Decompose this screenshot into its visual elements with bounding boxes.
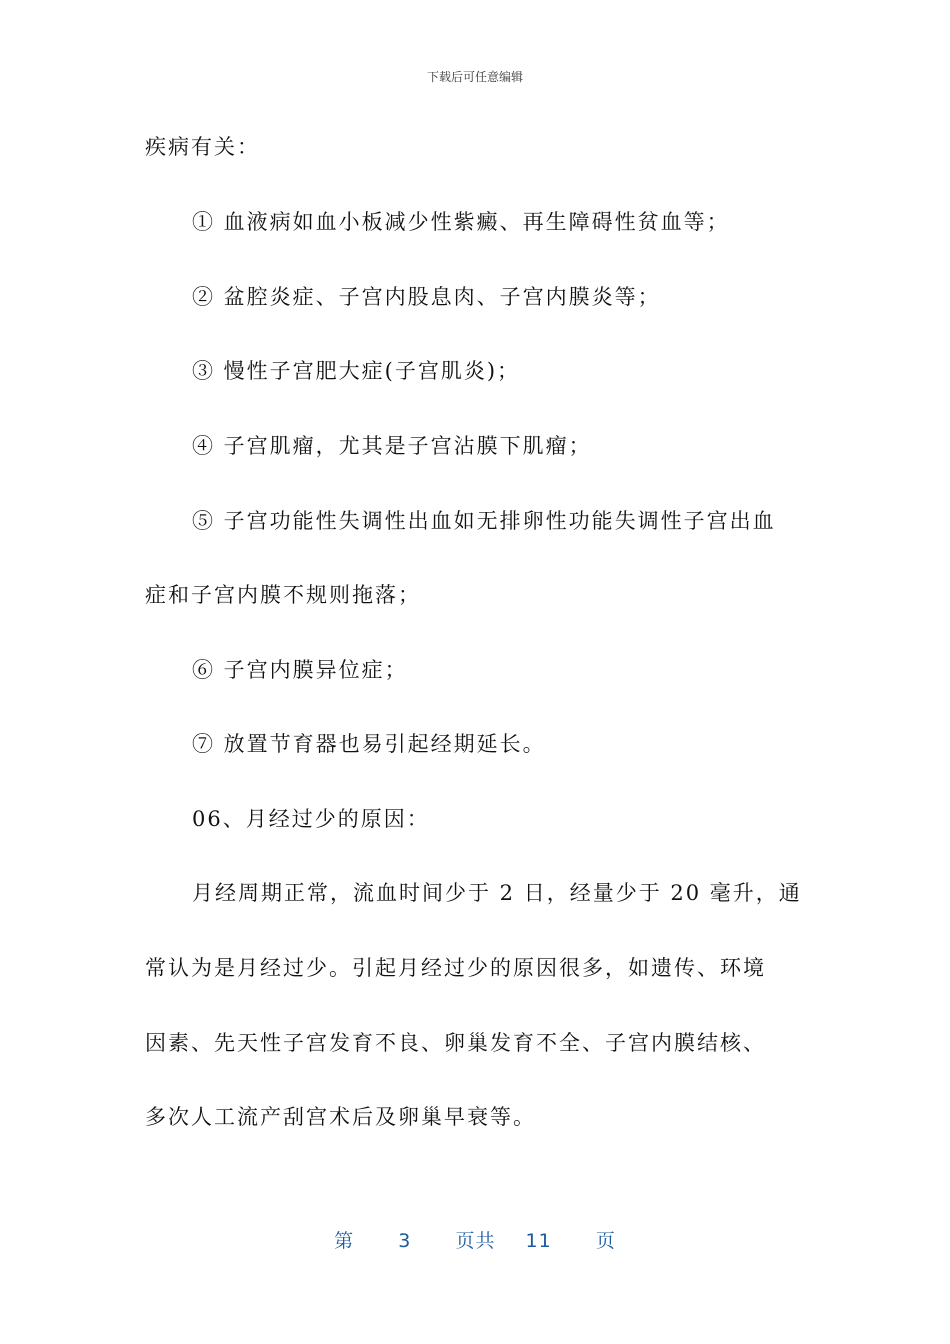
header-note: 下载后可任意编辑 xyxy=(426,70,523,84)
page-footer xyxy=(0,1226,950,1253)
section-heading: 06、月经过少的原因： xyxy=(192,807,430,831)
page-mid: 页共 xyxy=(455,1230,496,1252)
list-item-1: ① 血液病如血小板减少性紫癜、再生障碍性贫血等； xyxy=(192,210,730,234)
list-item-5-continuation: 症和子宫内膜不规则拖落； xyxy=(145,583,421,607)
page-suffix: 页 xyxy=(595,1230,616,1252)
list-item-7: ⑦ 放置节育器也易引起经期延长。 xyxy=(192,732,546,756)
page-number: 3 xyxy=(398,1230,412,1252)
paragraph-line: 因素、先天性子宫发育不良、卵巢发育不全、子宫内膜结核、 xyxy=(145,1031,766,1055)
list-item-3: ③ 慢性子宫肥大症(子宫肌炎)； xyxy=(192,359,521,383)
page-prefix: 第 xyxy=(334,1230,355,1252)
list-item-4: ④ 子宫肌瘤，尤其是子宫沾膜下肌瘤； xyxy=(192,434,592,458)
list-item-2: ② 盆腔炎症、子宫内股息肉、子宫内膜炎等； xyxy=(192,285,661,309)
total-pages: 11 xyxy=(525,1230,552,1252)
paragraph-line: 疾病有关： xyxy=(145,135,260,159)
list-item-6: ⑥ 子宫内膜异位症； xyxy=(192,658,408,682)
list-item-5: ⑤ 子宫功能性失调性出血如无排卵性功能失调性子宫出血 xyxy=(192,509,776,533)
paragraph-line: 月经周期正常，流血时间少于 2 日，经量少于 20 毫升，通 xyxy=(192,881,802,905)
paragraph-line: 多次人工流产刮宫术后及卵巢早衰等。 xyxy=(145,1105,536,1129)
paragraph-line: 常认为是月经过少。引起月经过少的原因很多，如遗传、环境 xyxy=(145,956,766,980)
